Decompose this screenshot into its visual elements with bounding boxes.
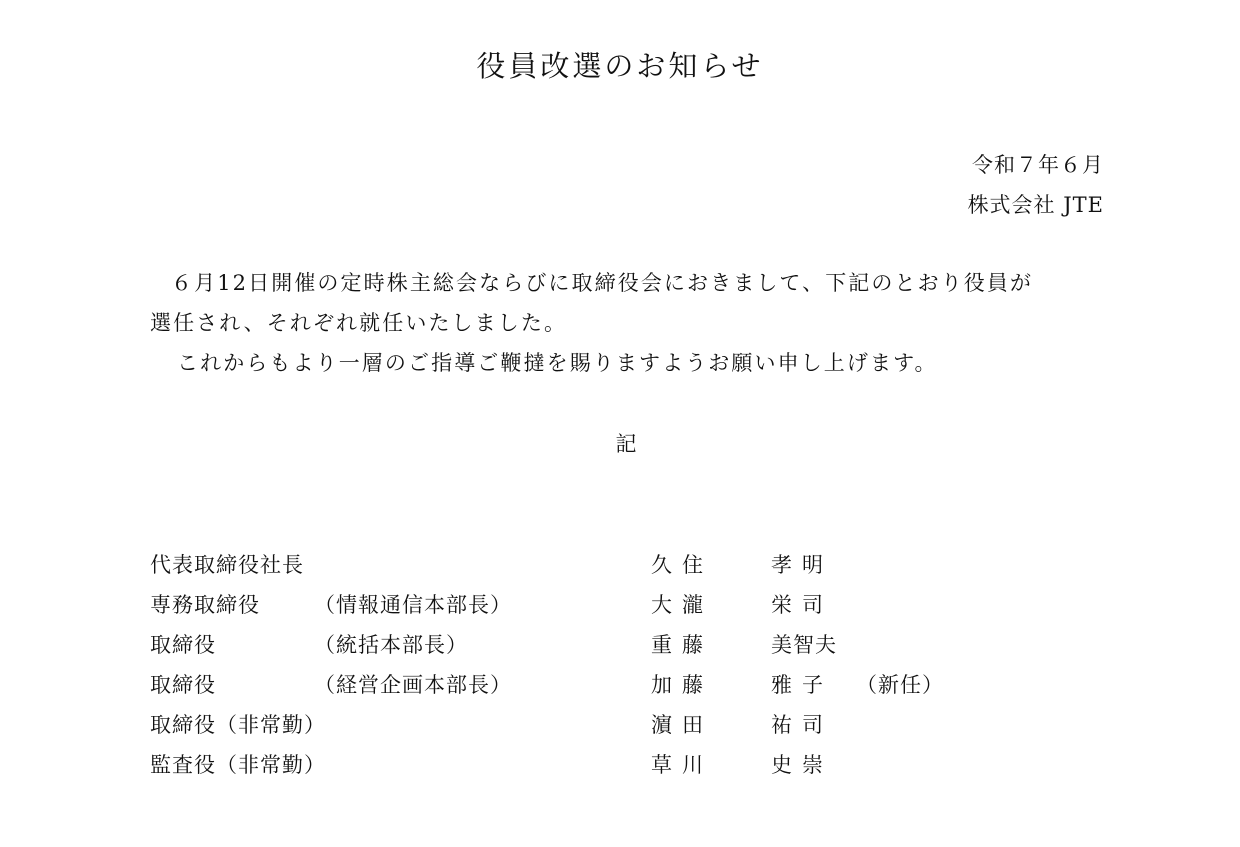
closing-paragraph: これからもより一層のご指導ご鞭撻を賜りますようお願い申し上げます。 bbox=[177, 351, 938, 375]
officer-row bbox=[150, 541, 970, 581]
officer-department: （経営企画本部長） bbox=[314, 673, 512, 697]
announcement-paragraph-line-1: ６月12日開催の定時株主総会ならびに取締役会におきまして、下記のとおり役員が bbox=[171, 271, 1034, 295]
officer-title: 取締役 bbox=[150, 633, 216, 657]
officer-family-name: 重藤 bbox=[651, 633, 713, 657]
officer-row bbox=[150, 621, 970, 661]
officer-given-name: 史崇 bbox=[771, 753, 833, 777]
officer-row bbox=[150, 741, 970, 781]
officer-list bbox=[150, 541, 970, 781]
officer-title: 監査役（非常勤） bbox=[150, 753, 326, 777]
company-name: 株式会社 JTE bbox=[967, 193, 1104, 217]
officer-given-name: 祐司 bbox=[771, 713, 833, 737]
document-date: 令和７年６月 bbox=[972, 153, 1104, 177]
officer-department: （統括本部長） bbox=[314, 633, 468, 657]
officer-title: 専務取締役 bbox=[150, 593, 260, 617]
officer-department: （情報通信本部長） bbox=[314, 593, 512, 617]
announcement-paragraph-line-2: 選任され、それぞれ就任いたしました。 bbox=[150, 311, 568, 335]
officer-family-name: 濵田 bbox=[651, 713, 713, 737]
officer-given-name: 栄司 bbox=[771, 593, 833, 617]
officer-given-name: 美智夫 bbox=[771, 633, 837, 657]
officer-family-name: 草川 bbox=[651, 753, 713, 777]
officer-family-name: 大瀧 bbox=[651, 593, 713, 617]
officer-row bbox=[150, 581, 970, 621]
officer-note-new-appointment: （新任） bbox=[856, 673, 944, 697]
officer-family-name: 久住 bbox=[651, 553, 713, 577]
officer-given-name: 孝明 bbox=[771, 553, 833, 577]
officer-title: 代表取締役社長 bbox=[150, 553, 304, 577]
officer-given-name: 雅子 bbox=[771, 673, 833, 697]
officer-title: 取締役 bbox=[150, 673, 216, 697]
document-title: 役員改選のお知らせ bbox=[476, 49, 764, 83]
officer-family-name: 加藤 bbox=[651, 673, 713, 697]
ki-heading: 記 bbox=[615, 432, 637, 456]
officer-title: 取締役（非常勤） bbox=[150, 713, 326, 737]
officer-row bbox=[150, 661, 970, 701]
officer-row bbox=[150, 701, 970, 741]
